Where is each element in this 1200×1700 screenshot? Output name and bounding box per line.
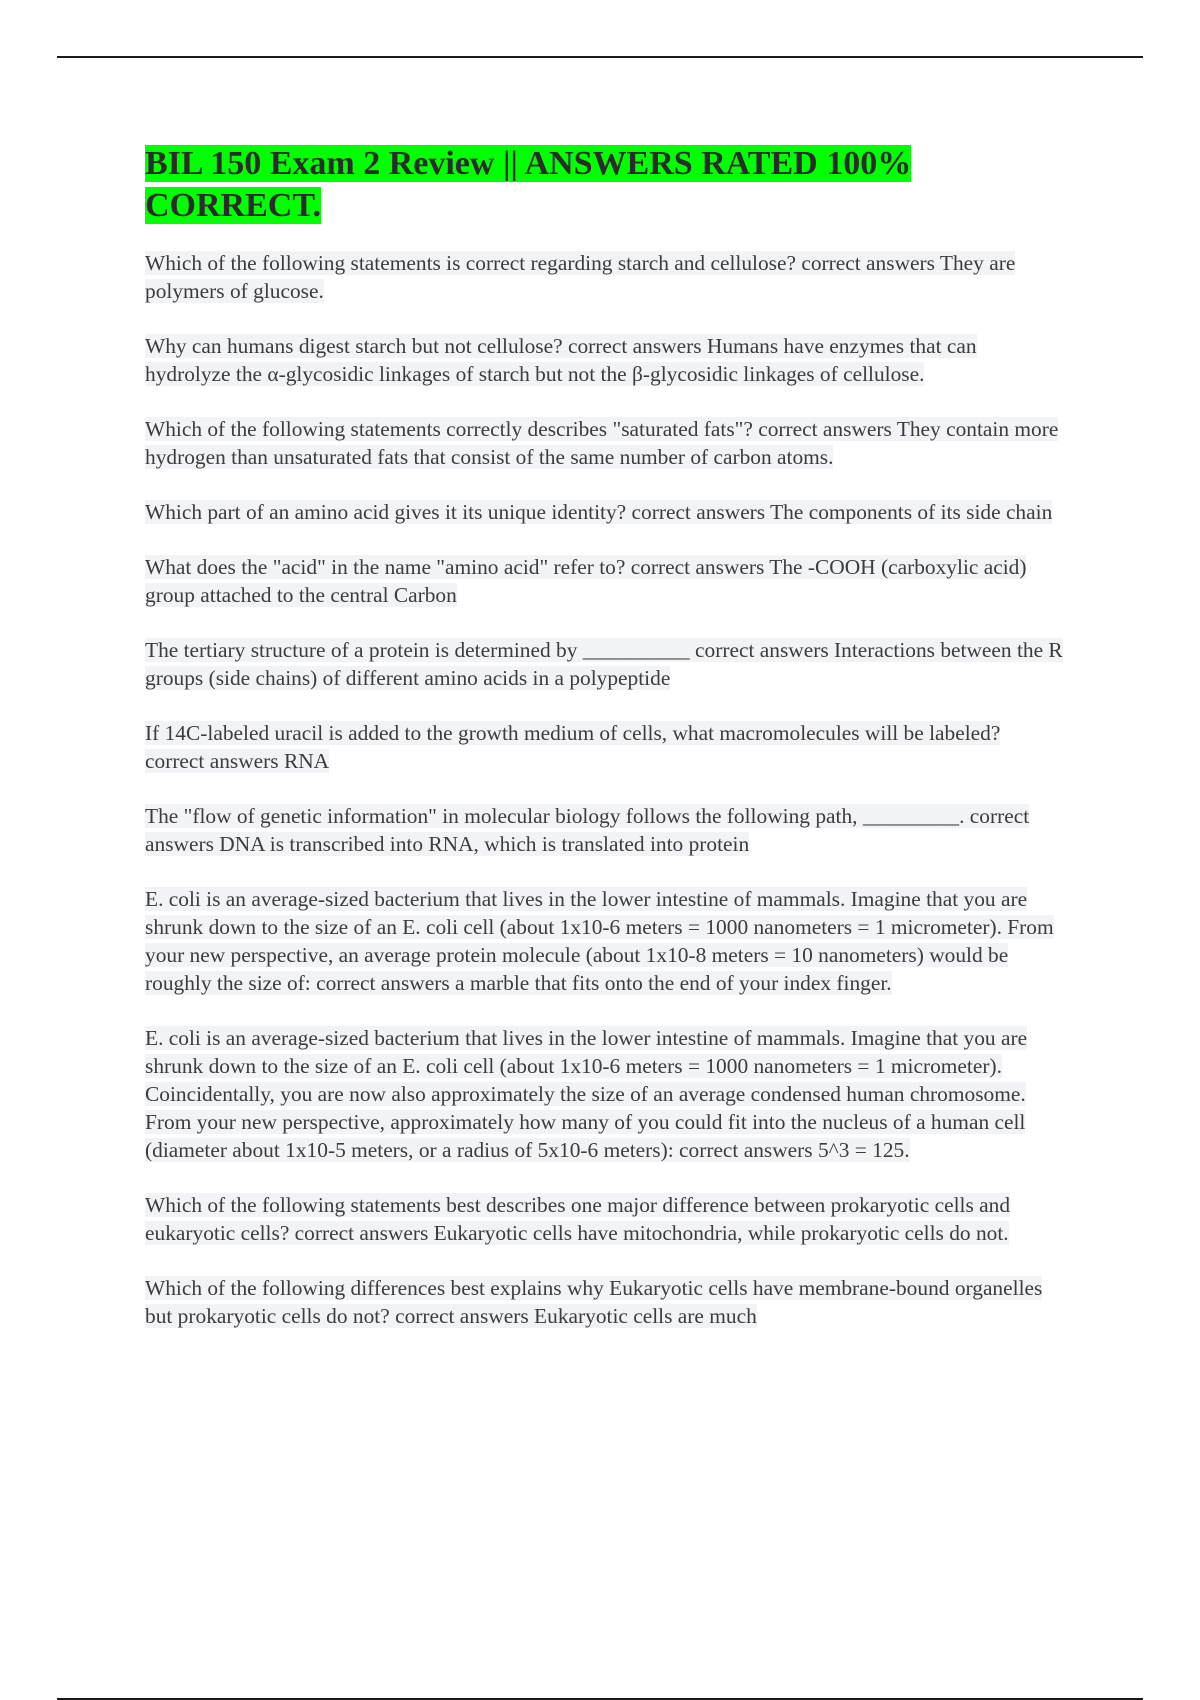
qa-item-text: The "flow of genetic information" in molecular biology follows the following path, _________. correct answers DNA is transcribed into RNA, which is translated into protein xyxy=(145,804,1030,856)
qa-item xyxy=(145,802,1065,858)
qa-item-text: Which of the following statements correctly describes "saturated fats"? correct answers They contain more hydrogen than unsaturated fats that consist of the same number of carbon atoms. xyxy=(145,417,1059,469)
qa-item xyxy=(145,1024,1065,1164)
qa-item xyxy=(145,636,1065,692)
qa-item xyxy=(145,553,1065,609)
qa-item xyxy=(145,1274,1065,1330)
qa-item xyxy=(145,249,1065,305)
qa-item-text: Why can humans digest starch but not cellulose? correct answers Humans have enzymes that can hydrolyze the α-glycosidic linkages of starch but not the β-glycosidic linkages of cellulose. xyxy=(145,334,977,386)
qa-item xyxy=(145,719,1065,775)
qa-item-text: E. coli is an average-sized bacterium that lives in the lower intestine of mammals. Imagine that you are shrunk down to the size of an E. coli cell (about 1x10-6 meters = 1000 nanometers = 1 micrometer). Coincidentally, you are now also approximately the size of an average condensed human chromosome. From your new perspective, approximately how many of you could fit into the nucleus of a human cell (diameter about 1x10-5 meters, or a radius of 5x10-6 meters): correct answers 5^3 = 125. xyxy=(145,1026,1028,1162)
qa-item xyxy=(145,415,1065,471)
qa-item-text: Which of the following statements is correct regarding starch and cellulose? correct answers They are polymers of glucose. xyxy=(145,251,1016,303)
qa-item xyxy=(145,332,1065,388)
qa-item xyxy=(145,1191,1065,1247)
qa-item-text: Which of the following differences best explains why Eukaryotic cells have membrane-bound organelles but prokaryotic cells do not? correct answers Eukaryotic cells are much xyxy=(145,1276,1043,1328)
qa-item-text: E. coli is an average-sized bacterium that lives in the lower intestine of mammals. Imagine that you are shrunk down to the size of an E. coli cell (about 1x10-6 meters = 1000 nanometers = 1 micrometer). From your new perspective, an average protein molecule (about 1x10-8 meters = 10 nanometers) would be roughly the size of: correct answers a marble that fits onto the end of your index finger. xyxy=(145,887,1054,995)
document-title-text: BIL 150 Exam 2 Review || ANSWERS RATED 100% CORRECT. xyxy=(145,145,912,224)
qa-item-text: The tertiary structure of a protein is determined by __________ correct answers Interactions between the R groups (side chains) of different amino acids in a polypeptide xyxy=(145,638,1063,690)
qa-item-text: If 14C-labeled uracil is added to the growth medium of cells, what macromolecules will be labeled? correct answers RNA xyxy=(145,721,1001,773)
qa-item xyxy=(145,498,1065,526)
qa-item-text: Which part of an amino acid gives it its unique identity? correct answers The components of its side chain xyxy=(145,500,1053,524)
qa-item xyxy=(145,885,1065,997)
document-title xyxy=(145,143,1065,227)
top-rule xyxy=(57,56,1143,58)
qa-item-text: What does the "acid" in the name "amino acid" refer to? correct answers The -COOH (carboxylic acid) group attached to the central Carbon xyxy=(145,555,1027,607)
document-body xyxy=(145,143,1065,1357)
qa-item-text: Which of the following statements best describes one major difference between prokaryotic cells and eukaryotic cells? correct answers Eukaryotic cells have mitochondria, while prokaryotic cells do not. xyxy=(145,1193,1011,1245)
